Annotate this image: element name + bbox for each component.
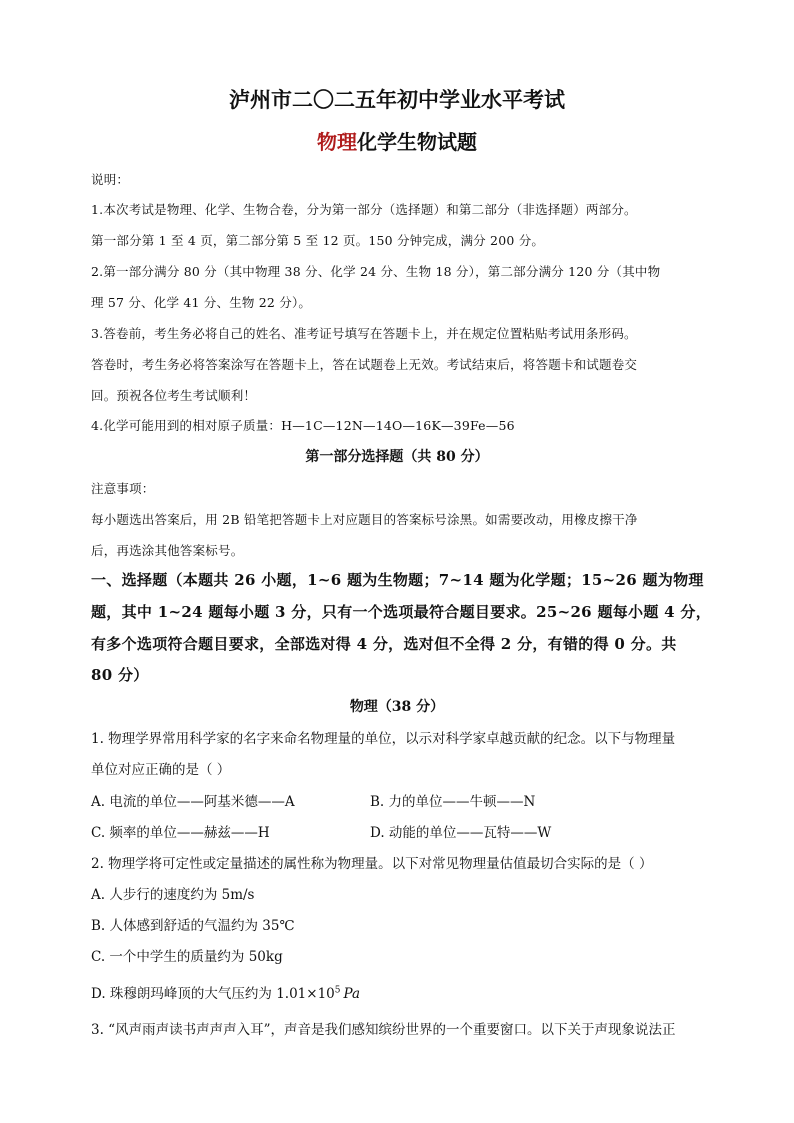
- physics-heading: 物理（38 分）: [349, 699, 445, 715]
- subtitle-rest: 化学生物试题: [357, 130, 477, 154]
- section-line: 有多个选项符合题目要求，全部选对得 4 分，选对但不全得 2 分，有错的得 0 分。共: [91, 635, 677, 653]
- q1-stem: 1. 物理学界常用科学家的名字来命名物理量的单位，以示对科学家卓越贡献的纪念。以下与物理量: [91, 731, 676, 747]
- section-line: 一、选择题（本题共 26 小题，1~6 题为生物题；7~14 题为化学题；15~26 题为物理: [91, 571, 704, 589]
- subtitle-physics: 物理: [317, 130, 357, 154]
- q1-stem: 单位对应正确的是（ ）: [91, 762, 231, 778]
- q1-option-b: B. 力的单位——牛顿——N: [370, 794, 536, 810]
- instruction-line: 第一部分第 1 至 4 页，第二部分第 5 至 12 页。150 分钟完成，满分 200 分。: [91, 233, 545, 248]
- q1-option-d: D. 动能的单位——瓦特——W: [370, 825, 552, 841]
- notice-label: 注意事项：: [91, 481, 155, 496]
- notice-line: 后，再选涂其他答案标号。: [91, 543, 244, 558]
- q2-option-d: [91, 982, 360, 1002]
- q2-stem: 2. 物理学将可定性或定量描述的属性称为物理量。以下对常见物理量估值最切合实际的是（ ）: [91, 856, 653, 872]
- section-line: 题，其中 1~24 题每小题 3 分，只有一个选项最符合题目要求。25~26 题每小题 4 分，: [91, 603, 712, 621]
- q1-option-c: C. 频率的单位——赫兹——H: [91, 825, 270, 841]
- instruction-line: 3.答卷前，考生务必将自己的姓名、准考证号填写在答题卡上，并在规定位置粘贴考试用条形码。: [91, 326, 637, 341]
- q2-option-d-exponent: 5: [334, 985, 341, 996]
- instructions-label: 说明：: [91, 172, 130, 187]
- instruction-line: 理 57 分、化学 41 分、生物 22 分）。: [91, 295, 312, 310]
- q2-option-b: B. 人体感到舒适的气温约为 35℃: [91, 918, 295, 934]
- q2-option-c: C. 一个中学生的质量约为 50kg: [91, 949, 283, 965]
- exam-title: 泸州市二〇二五年初中学业水平考试: [229, 87, 565, 112]
- part1-heading: 第一部分选择题（共 80 分）: [305, 449, 489, 465]
- exam-subtitle: [0, 126, 794, 155]
- instruction-line: 1.本次考试是物理、化学、生物合卷，分为第一部分（选择题）和第二部分（非选择题）两部分。: [91, 202, 637, 217]
- q2-option-d-unit: Pa: [343, 986, 361, 1002]
- q2-option-d-text: D. 珠穆朗玛峰顶的大气压约为 1.01×10: [91, 986, 335, 1002]
- instruction-line: 答卷时，考生务必将答案涂写在答题卡上，答在试题卷上无效。考试结束后，将答题卡和试题卷交: [91, 357, 638, 372]
- instruction-line: 4.化学可能用到的相对原子质量：H—1C—12N—14O—16K—39Fe—56: [91, 418, 515, 433]
- q3-stem: 3. “风声雨声读书声声声入耳”，声音是我们感知缤纷世界的一个重要窗口。以下关于声现象说法正: [91, 1022, 676, 1038]
- section-line: 80 分）: [91, 666, 149, 684]
- notice-line: 每小题选出答案后，用 2B 铅笔把答题卡上对应题目的答案标号涂黑。如需要改动，用橡皮擦干净: [91, 512, 638, 527]
- q2-option-a: A. 人步行的速度约为 5m/s: [91, 887, 255, 903]
- instruction-line: 回。预祝各位考生考试顺利！: [91, 388, 257, 403]
- q1-option-a: A. 电流的单位——阿基米德——A: [91, 794, 295, 810]
- instruction-line: 2.第一部分满分 80 分（其中物理 38 分、化学 24 分、生物 18 分），第二部分满分 120 分（其中物: [91, 264, 661, 279]
